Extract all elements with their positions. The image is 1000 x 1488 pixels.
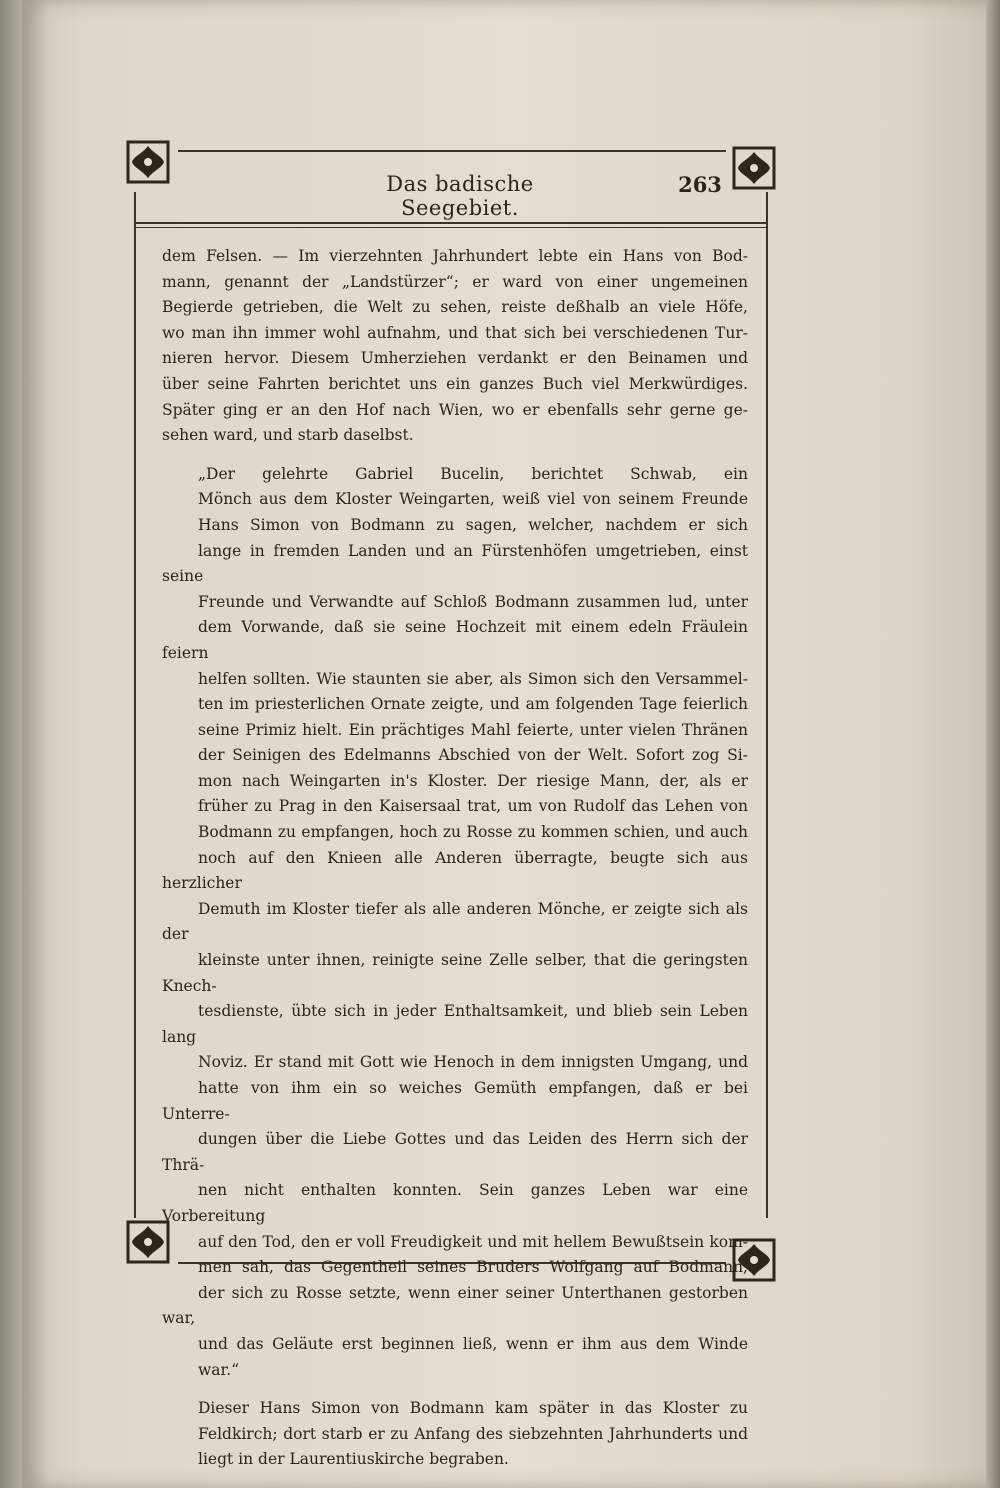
text-line: Bodmann zu empfangen, hoch zu Rosse zu kommen schien, und auch bbox=[198, 823, 748, 842]
text-line: men sah, das Gegentheil seines Bruders Wolfgang auf Bodmann, bbox=[198, 1258, 748, 1277]
page-edge bbox=[986, 0, 1000, 1488]
frame-top-rule bbox=[178, 150, 726, 152]
text-line: Freunde und Verwandte auf Schloß Bodmann zusammen lud, unter bbox=[198, 592, 748, 611]
text-line: tesdienste, übte sich in jeder Enthaltsamkeit, und blieb sein Leben lang bbox=[162, 1002, 748, 1046]
text-line: sehen ward, und starb daselbst. bbox=[162, 426, 414, 445]
text-line: Später ging er an den Hof nach Wien, wo er ebenfalls sehr gerne ge- bbox=[162, 400, 748, 419]
text-line: der Seinigen des Edelmanns Abschied von der Welt. Sofort zog Si- bbox=[198, 746, 748, 765]
text-line: Demuth im Kloster tiefer als alle anderen Mönche, er zeigte sich als der bbox=[162, 899, 748, 944]
running-title: Das badische Seegebiet. bbox=[386, 172, 534, 220]
text-line: hatte von ihm ein so weiches Gemüth empfangen, daß er bei Unterre- bbox=[162, 1079, 748, 1123]
page-number: 263 bbox=[678, 172, 722, 197]
text-line: noch auf den Knieen alle Anderen überragte, beugte sich aus herzlicher bbox=[162, 848, 748, 893]
text-line: auf den Tod, den er voll Freudigkeit und mit hellem Bewußtsein kom- bbox=[198, 1232, 748, 1251]
frame-left-rule bbox=[134, 192, 136, 1218]
text-line: lange in fremden Landen und an Fürstenhöfen umgetrieben, einst seine bbox=[162, 541, 748, 586]
text-line: war.“ bbox=[198, 1360, 240, 1379]
text-line: dem Vorwande, daß sie seine Hochzeit mit einem edeln Fräulein feiern bbox=[162, 618, 748, 662]
text-line: liegt in der Laurentiuskirche begraben. bbox=[198, 1450, 509, 1469]
frame-header-rule-thin bbox=[136, 227, 768, 228]
text-line: Hans Simon von Bodmann zu sagen, welcher, nachdem er sich bbox=[198, 515, 748, 534]
text-line: Dieser Hans Simon von Bodmann kam später in das Kloster zu bbox=[198, 1399, 748, 1418]
text-line: dem Felsen. — Im vierzehnten Jahrhundert lebte ein Hans von Bod- bbox=[162, 247, 748, 265]
text-line: ten im priesterlichen Ornate zeigte, und am folgenden Tage feierlich bbox=[198, 695, 748, 714]
text-line: mann, genannt der „Landstürzer“; er ward von einer ungemeinen bbox=[162, 272, 748, 291]
text-line: früher zu Prag in den Kaisersaal trat, um von Rudolf das Lehen von bbox=[198, 797, 748, 816]
paragraph bbox=[162, 1396, 748, 1473]
paragraph bbox=[162, 462, 748, 1383]
book-spine-shadow bbox=[0, 0, 22, 1488]
frame-right-rule bbox=[766, 192, 768, 1218]
text-line: nieren hervor. Diesem Umherziehen verdankt er den Beinamen und bbox=[162, 349, 748, 368]
paragraph bbox=[162, 244, 748, 449]
text-line: Noviz. Er stand mit Gott wie Henoch in dem innigsten Umgang, und bbox=[198, 1053, 748, 1072]
text-line: nen nicht enthalten konnten. Sein ganzes Leben war eine Vorbereitung bbox=[162, 1181, 748, 1225]
text-line: seine Primiz hielt. Ein prächtiges Mahl feierte, unter vielen Thränen bbox=[198, 720, 748, 739]
text-line: über seine Fahrten berichtet uns ein ganzes Buch viel Merkwürdiges. bbox=[162, 374, 748, 393]
text-line: und das Geläute erst beginnen ließ, wenn er ihm aus dem Winde bbox=[198, 1334, 748, 1353]
body-text bbox=[162, 244, 748, 1473]
frame-header-rule bbox=[136, 222, 768, 224]
text-line: mon nach Weingarten in's Kloster. Der riesige Mann, der, als er bbox=[198, 771, 748, 790]
text-line: der sich zu Rosse setzte, wenn einer seiner Unterthanen gestorben war, bbox=[162, 1283, 748, 1328]
fleuron-icon bbox=[124, 138, 172, 186]
text-line: wo man ihn immer wohl aufnahm, und that sich bei verschiedenen Tur- bbox=[162, 323, 748, 342]
text-line: Begierde getrieben, die Welt zu sehen, reiste deßhalb an viele Höfe, bbox=[162, 298, 748, 317]
text-line: helfen sollten. Wie staunten sie aber, als Simon sich den Versammel- bbox=[198, 669, 748, 688]
text-line: „Der gelehrte Gabriel Bucelin, berichtet Schwab, ein bbox=[198, 464, 748, 483]
text-line: kleinste unter ihnen, reinigte seine Zelle selber, that die geringsten Knech- bbox=[162, 951, 748, 995]
text-line: Feldkirch; dort starb er zu Anfang des siebzehnten Jahrhunderts und bbox=[198, 1424, 748, 1443]
text-line: dungen über die Liebe Gottes und das Leiden des Herrn sich der Thrä- bbox=[162, 1130, 748, 1174]
text-line: Mönch aus dem Kloster Weingarten, weiß viel von seinem Freunde bbox=[198, 490, 748, 509]
